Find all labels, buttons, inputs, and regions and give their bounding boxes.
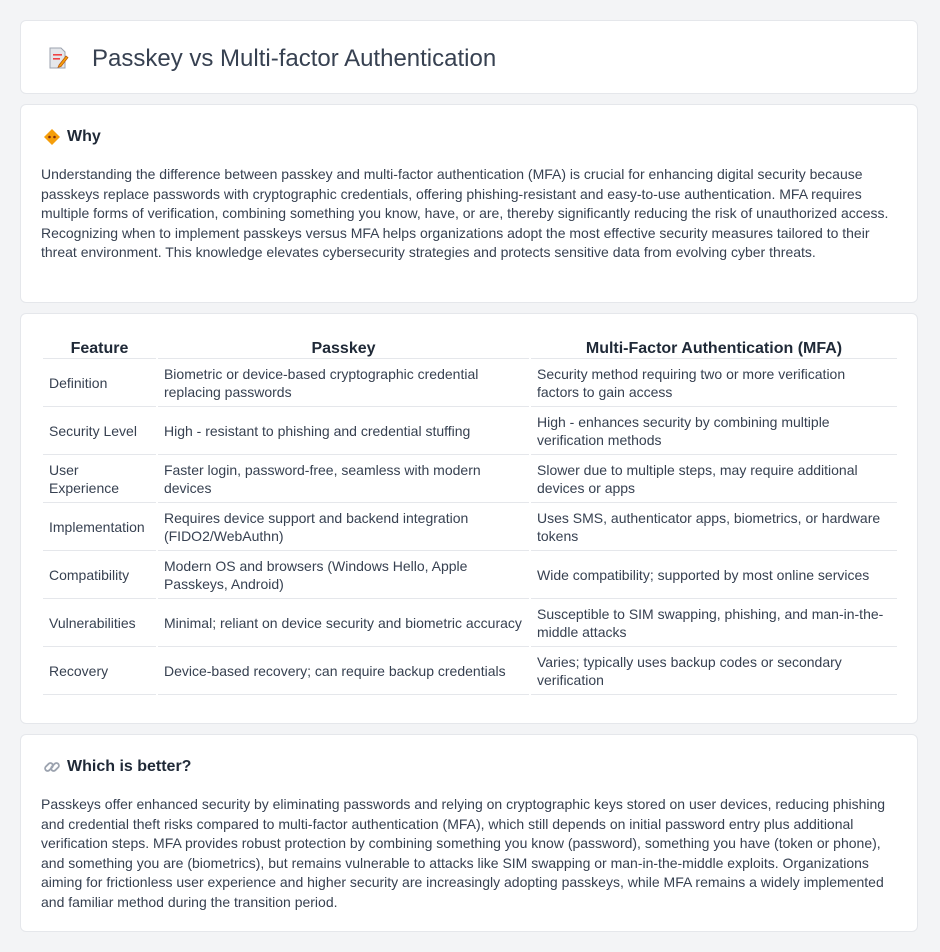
mfa-cell: Varies; typically uses backup codes or secondary verification [531,647,897,695]
document-pencil-icon [47,46,69,70]
column-header: Passkey [158,333,529,359]
better-text: Passkeys offer enhanced security by eliminating passwords and relying on cryptographic keys stored on user devices, reducing phishing and credential theft risks compared to multi-factor authentication (MFA), which still depends on initial password entry plus additional verification steps. MFA provides robust protection by combining something you know (password), something you have (token or phone), and something you are (biometrics), but remains vulnerable to attacks like SIM swapping or man-in-the-middle exploits. Organizations aiming for frictionless user experience and higher security are increasingly adopting passkeys, while MFA remains a widely implemented and familiar method during the transition period. [41,796,886,910]
page-title: Passkey vs Multi-factor Authentication [92,45,497,72]
passkey-cell: Faster login, password-free, seamless with modern devices [158,455,529,503]
passkey-cell: Biometric or device-based cryptographic credential replacing passwords [158,359,529,407]
mfa-cell: Wide compatibility; supported by most online services [531,551,897,599]
mfa-cell: High - enhances security by combining multiple verification methods [531,407,897,455]
passkey-cell: Device-based recovery; can require backup credentials [158,647,529,695]
column-header: Feature [43,333,156,359]
table-header-row [43,333,897,359]
passkey-cell: Requires device support and backend integration (FIDO2/WebAuthn) [158,503,529,551]
why-heading: Why [67,128,101,145]
comparison-section [20,313,918,724]
table-row [43,599,897,647]
why-text: Understanding the difference between passkey and multi-factor authentication (MFA) is crucial for enhancing digital security because passkeys replace passwords with cryptographic credentials, offering phishing-resistant and easy-to-use authentication. MFA requires multiple forms of verification, combining something you know, have, or are, thereby significantly reducing the risk of unauthorized access. Recognizing when to implement passkeys versus MFA helps organizations adopt the most effective security measures tailored to their threat environment. This knowledge elevates cybersecurity strategies and protects sensitive data from evolving cyber threats. [41,166,889,260]
feature-cell: Compatibility [43,551,156,599]
table-row [43,407,897,455]
table-row [43,551,897,599]
feature-cell: Vulnerabilities [43,599,156,647]
passkey-cell: High - resistant to phishing and credential stuffing [158,407,529,455]
passkey-cell: Modern OS and browsers (Windows Hello, Apple Passkeys, Android) [158,551,529,599]
link-icon [43,758,61,776]
table-row [43,647,897,695]
diamond-warning-icon [43,128,61,146]
mfa-cell: Slower due to multiple steps, may require additional devices or apps [531,455,897,503]
feature-cell: Recovery [43,647,156,695]
feature-cell: User Experience [43,455,156,503]
table-row [43,455,897,503]
header-card [20,20,918,94]
mfa-cell: Susceptible to SIM swapping, phishing, and man-in-the-middle attacks [531,599,897,647]
why-section [20,104,918,303]
table-row [43,503,897,551]
feature-cell: Definition [43,359,156,407]
mfa-cell: Security method requiring two or more verification factors to gain access [531,359,897,407]
column-header: Multi-Factor Authentication (MFA) [531,333,897,359]
mfa-cell: Uses SMS, authenticator apps, biometrics, or hardware tokens [531,503,897,551]
table-row [43,359,897,407]
which-is-better-section [20,734,918,932]
comparison-table [41,333,899,695]
passkey-cell: Minimal; reliant on device security and biometric accuracy [158,599,529,647]
feature-cell: Implementation [43,503,156,551]
feature-cell: Security Level [43,407,156,455]
better-heading: Which is better? [67,758,192,775]
